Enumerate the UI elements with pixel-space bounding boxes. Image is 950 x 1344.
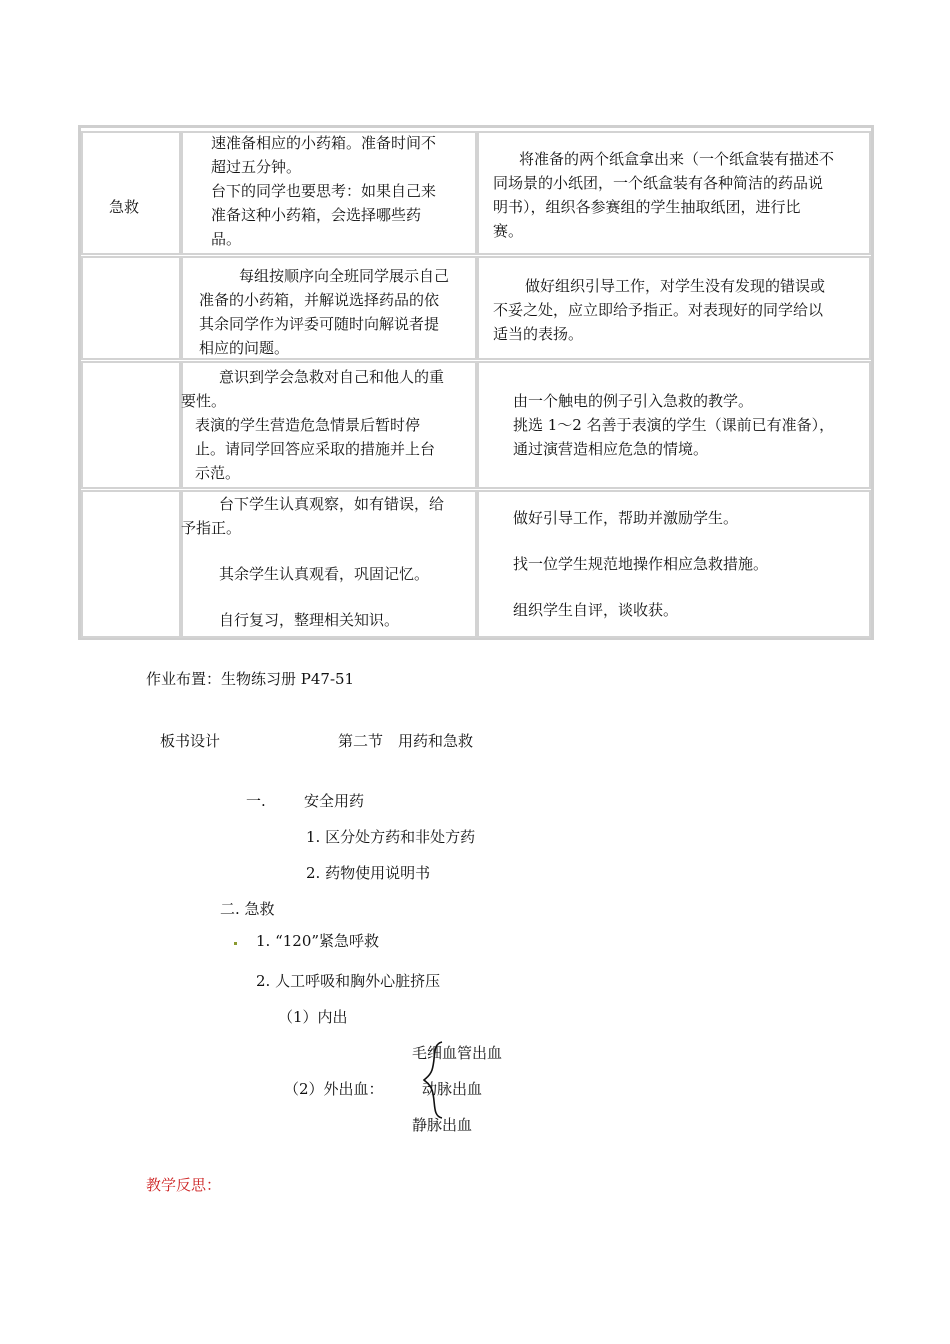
board-label: 板书设计: [160, 732, 221, 750]
row1-teacher-line: 同场景的小纸团，一个纸盒装有各种简洁的药品说: [493, 174, 824, 192]
row4-student-line: 自行复习，整理相关知识。: [219, 611, 400, 629]
row1-label-cell: [81, 131, 181, 255]
row3-teacher-cell: [477, 361, 871, 489]
row4-student-line: 台下学生认真观察，如有错误，给: [219, 495, 445, 513]
row4-student-line: 予指正。: [181, 519, 242, 537]
section1-number: 一.: [246, 792, 266, 810]
row1-teacher-line: 赛。: [493, 222, 524, 240]
row2-teacher-line: 做好组织引导工作，对学生没有发现的错误或: [525, 277, 826, 295]
row4-label-cell: [81, 490, 181, 638]
row1-teacher-line: 将准备的两个纸盒拿出来（一个纸盒装有描述不: [519, 150, 835, 168]
row2-teacher-line: 不妥之处，应立即给予指正。对表现好的同学给以: [493, 301, 824, 319]
row2-student-line: 每组按顺序向全班同学展示自己: [239, 267, 450, 285]
row3-label-cell: [81, 361, 181, 489]
arterial-bleeding: 动脉出血: [422, 1080, 483, 1098]
row1-student-line: 速准备相应的小药箱。准备时间不: [211, 134, 437, 152]
row3-student-line: 表演的学生营造危急情景后暂时停: [195, 416, 421, 434]
row2-teacher-cell: [477, 256, 871, 360]
row1-student-line: 准备这种小药箱，会选择哪些药: [211, 206, 422, 224]
row2-student-line: 准备的小药箱，并解说选择药品的依: [199, 291, 440, 309]
row4-teacher-line: 做好引导工作，帮助并激励学生。: [513, 509, 739, 527]
row4-teacher-line: 找一位学生规范地操作相应急救措施。: [513, 555, 769, 573]
row4-student-line: 其余学生认真观看，巩固记忆。: [219, 565, 430, 583]
row4-teacher-cell: [477, 490, 871, 638]
row2-label-cell: [81, 256, 181, 360]
row3-student-cell: [181, 361, 477, 489]
row3-teacher-line: 挑选 1～2 名善于表演的学生（课前已有准备），: [513, 416, 835, 434]
section2-item1: 1. “120”紧急呼救: [256, 932, 380, 950]
row1-student-line: 超过五分钟。: [211, 158, 302, 176]
row1-label: 急救: [109, 198, 140, 216]
row2-student-line: 相应的问题。: [199, 339, 290, 357]
row1-student-line: 品。: [211, 230, 242, 248]
row1-teacher-line: 明书），组织各参赛组的学生抽取纸团，进行比: [493, 198, 801, 216]
teaching-reflection: 教学反思：: [146, 1176, 222, 1194]
row2-teacher-line: 适当的表扬。: [493, 325, 584, 343]
section1-title: 安全用药: [304, 792, 365, 810]
row3-student-line: 意识到学会急救对自己和他人的重: [219, 368, 445, 386]
row1-student-cell: [181, 131, 477, 255]
section1-item2: 2. 药物使用说明书: [306, 864, 431, 882]
row1-teacher-cell: [477, 131, 871, 255]
venous-bleeding: 静脉出血: [412, 1116, 473, 1134]
green-dot-marker: [234, 942, 237, 945]
row3-teacher-line: 通过演营造相应危急的情境。: [513, 440, 709, 458]
row2-student-cell: [181, 256, 477, 360]
section2-title: 二. 急救: [220, 900, 275, 918]
row3-student-line: 示范。: [195, 464, 241, 482]
section1-item1: 1. 区分处方药和非处方药: [306, 828, 476, 846]
row4-student-cell: [181, 490, 477, 638]
section2-item2: 2. 人工呼吸和胸外心脏挤压: [256, 972, 441, 990]
lesson-table: [78, 125, 874, 640]
row4-teacher-line: 组织学生自评，谈收获。: [513, 601, 679, 619]
internal-bleeding: （1）内出: [278, 1008, 348, 1026]
capillary-bleeding: 毛细血管出血: [412, 1044, 503, 1062]
row2-student-line: 其余同学作为评委可随时向解说者提: [199, 315, 440, 333]
external-bleeding-label: （2）外出血：: [284, 1080, 384, 1098]
row3-student-line: 止。请同学回答应采取的措施并上台: [195, 440, 436, 458]
row3-teacher-line: 由一个触电的例子引入急救的教学。: [513, 392, 754, 410]
row1-student-line: 台下的同学也要思考：如果自己来: [211, 182, 437, 200]
row3-student-line: 要性。: [181, 392, 227, 410]
board-title: 第二节 用药和急救: [338, 732, 474, 750]
homework: 作业布置：生物练习册 P47-51: [146, 670, 355, 688]
